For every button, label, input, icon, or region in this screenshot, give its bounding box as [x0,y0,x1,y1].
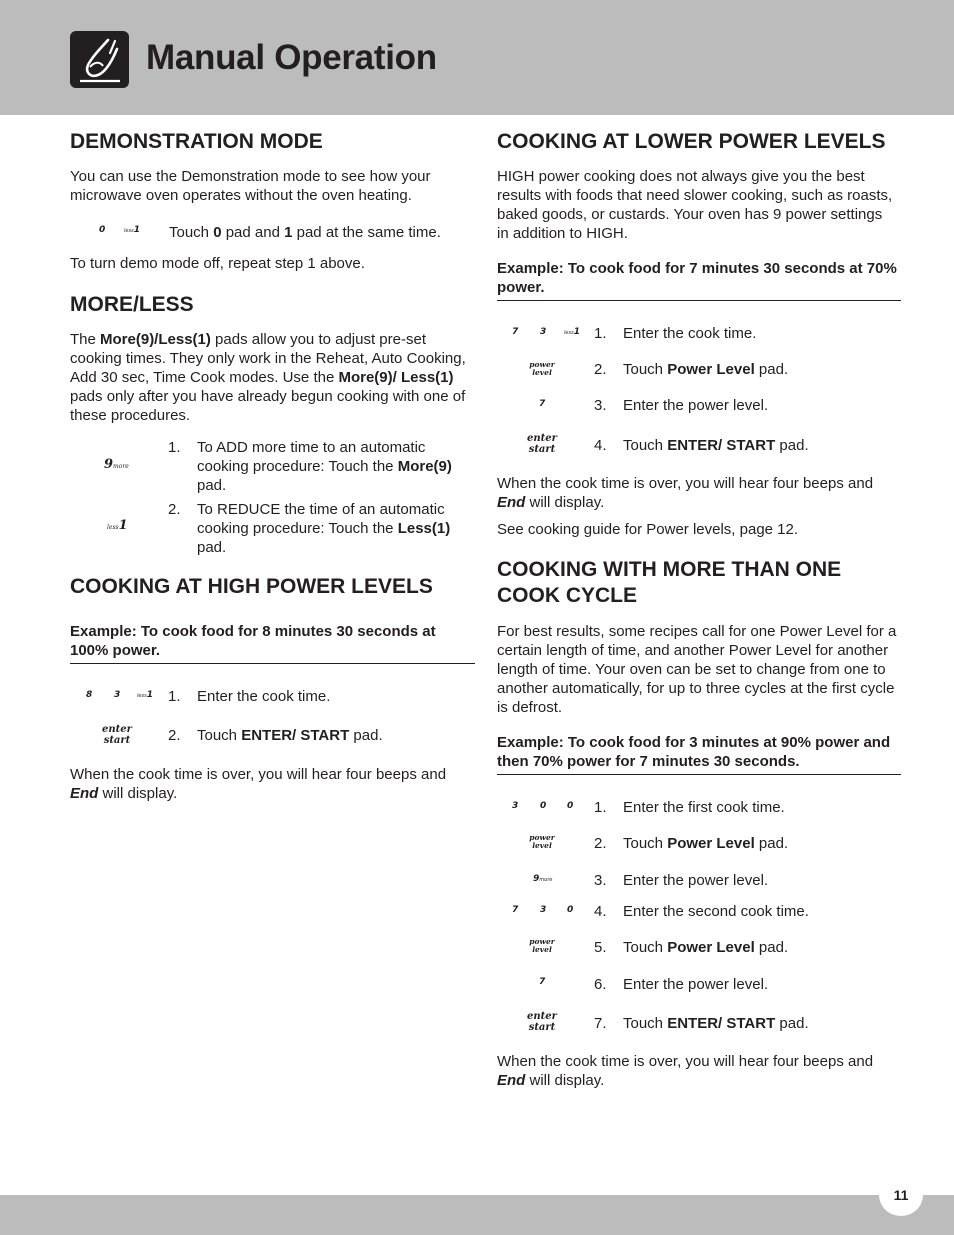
page-title: Manual Operation [146,38,437,77]
moreless-heading: MORE/LESS [70,293,194,316]
pad-seven: 7 [512,905,519,915]
demo-off-text: To turn demo mode off, repeat step 1 above. [70,255,365,272]
footer-band [0,1195,954,1235]
pad-more-nine: 9more [533,874,553,884]
pad-three: 3 [540,327,547,337]
page-number: 11 [879,1174,923,1216]
pad-power-level: power level [529,833,555,850]
pad-less-one: less1 [124,225,140,235]
demo-intro: You can use the Demonstration mode to see how your microwave oven operates without the oven heating. [70,168,431,204]
header-band [0,0,954,115]
pad-seven: 7 [512,327,519,337]
high-heading: COOKING AT HIGH POWER LEVELS [70,575,433,598]
spoon-swoosh-icon [70,31,129,88]
multi-example: Example: To cook food for 3 minutes at 90% power and then 70% power for 7 minutes 30 seconds. [497,733,901,775]
pad-eight: 8 [86,690,93,700]
demo-step: Touch 0 pad and 1 pad at the same time. [169,224,441,241]
lower-heading: COOKING AT LOWER POWER LEVELS [497,130,886,153]
pad-three: 3 [540,905,547,915]
moreless-step-1: 1. To ADD more time to an automatic cooking procedure: Touch the More(9) pad. [168,439,452,494]
multi-end-text: When the cook time is over, you will hear four beeps and End will display. [497,1053,874,1089]
lower-end-text: When the cook time is over, you will hear four beeps and End will display. [497,475,874,511]
high-example: Example: To cook food for 8 minutes 30 seconds at 100% power. [70,622,475,664]
pad-less-one: less1 [107,518,128,533]
pad-seven: 7 [539,977,546,987]
demo-heading: DEMONSTRATION MODE [70,130,323,153]
pad-power-level: power level [529,360,555,377]
pad-enter-start: enter start [527,433,557,455]
moreless-step-2: 2. To REDUCE the time of an automatic cooking procedure: Touch the Less(1) pad. [168,501,451,556]
pad-enter-start: enter start [102,724,132,746]
pad-less-one: less1 [564,327,580,337]
pad-three: 3 [114,690,121,700]
pad-zero: 0 [99,225,106,235]
lower-intro: HIGH power cooking does not always give you the best results with foods that need slower cooking, such as roasts, baked goods, or custards. Your oven has 9 power settings in addition to HIGH. [497,168,893,242]
pad-zero: 0 [540,801,547,811]
multi-intro: For best results, some recipes call for one Power Level for a certain length of time, and another Power Level for another length of time. Your oven can be set to change from one to another automatically, for up to three cycles at the first cycle is defrost. [497,623,897,716]
pad-zero: 0 [567,801,574,811]
lower-guide-text: See cooking guide for Power levels, page 12. [497,521,799,538]
lower-example: Example: To cook food for 7 minutes 30 seconds at 70% power. [497,259,901,301]
pad-more-nine: 9more [104,457,129,472]
pad-seven: 7 [539,399,546,409]
pad-zero: 0 [567,905,574,915]
pad-less-one: less1 [137,690,153,700]
pad-enter-start: enter start [527,1011,557,1033]
moreless-paragraph: The More(9)/Less(1) pads allow you to adjust pre-set cooking times. They only work in the Reheat, Auto Cooking, Add 30 sec, Time Cook modes. Use the More(9)/ Less(1) pads only after you have already begun cooking with one of these procedures. [70,331,466,424]
pad-power-level: power level [529,937,555,954]
pad-three: 3 [512,801,519,811]
multi-heading: COOKING WITH MORE THAN ONE COOK CYCLE [497,558,842,607]
high-end-text: When the cook time is over, you will hear four beeps and End will display. [70,766,447,802]
